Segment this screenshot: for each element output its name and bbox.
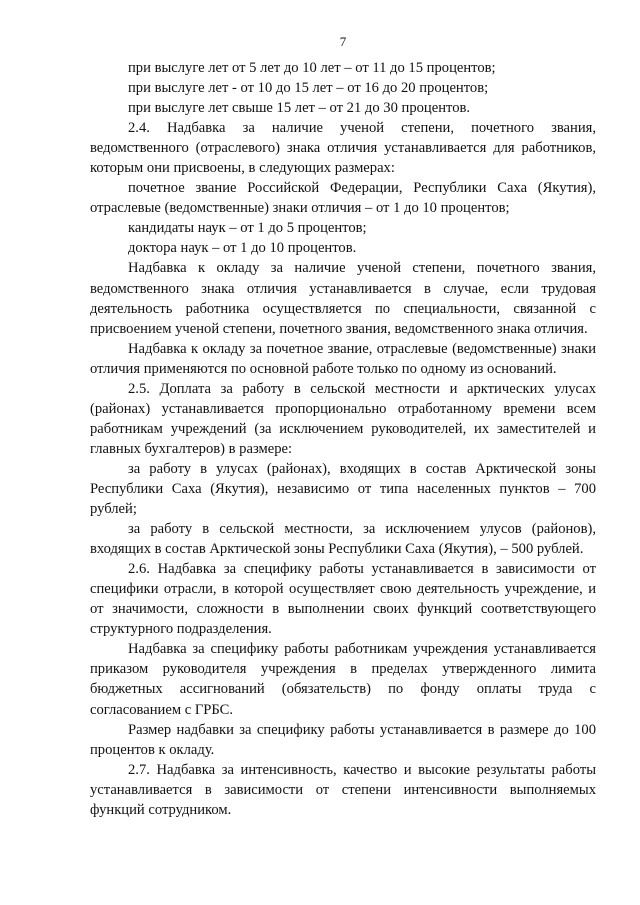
paragraph-section-2-5: 2.5. Доплата за работу в сельской местности и арктических улусах (районах) устанавливается пропорционально отработанному времени всем работникам учреждений (за исключением руководителей, их заместителей и главных бухгалтеров) в размере: [90,380,596,457]
paragraph-honorary-title: почетное звание Российской Федерации, Республики Саха (Якутия), отраслевые (ведомственные) знаки отличия – от 1 до 10 процентов; [90,180,596,217]
paragraph-rural-area: за работу в сельской местности, за исключением улусов (районов), входящих в состав Арктической зоны Республики Саха (Якутия), – 500 рублей. [90,521,596,558]
paragraph-candidates-of-science: кандидаты наук – от 1 до 5 процентов; [128,220,367,237]
paragraph-specificity-size: Размер надбавки за специфику работы устанавливается в размере до 100 процентов к окладу. [90,721,596,758]
paragraph-section-2-7: 2.7. Надбавка за интенсивность, качество и высокие результаты работы устанавливается в зависимости от степени интенсивности выполняемых функций сотрудником. [90,761,596,818]
paragraph-seniority-10-15: при выслуге лет - от 10 до 15 лет – от 16 до 20 процентов; [128,80,489,97]
paragraph-degree-bonus-condition: Надбавка к окладу за наличие ученой степени, почетного звания, ведомственного знака отличия устанавливается в случае, если трудовая деятельность работника осуществляется по специальности, связанной с присвоением ученой степени, почетного звания, ведомственного знака отличия. [90,260,596,337]
page-number: 7 [339,34,347,49]
paragraph-honorary-title-bonus: Надбавка к окладу за почетное звание, отраслевые (ведомственные) знаки отличия применяются по основной работе только по одному из оснований. [90,340,596,377]
paragraph-specificity-order: Надбавка за специфику работы работникам учреждения устанавливается приказом руководителя учреждения в пределах утвержденного лимита бюджетных ассигнований (обязательств) по фонду оплаты труда с согласованием с ГРБС. [90,641,596,718]
document-page [90,34,596,820]
paragraph-section-2-6: 2.6. Надбавка за специфику работы устанавливается в зависимости от специфики отрасли, в которой осуществляет свою деятельность учреждение, и от значимости, сложности в выполнении своих функций соответствующего структурного подразделения. [90,561,596,638]
paragraph-arctic-zone: за работу в улусах (районах), входящих в состав Арктической зоны Республики Саха (Якутия), независимо от типа населенных пунктов – 700 рублей; [90,460,596,518]
paragraph-doctors-of-science: доктора наук – от 1 до 10 процентов. [128,240,357,257]
paragraph-section-2-4: 2.4. Надбавка за наличие ученой степени, почетного звания, ведомственного (отраслевого) знака отличия устанавливается для работников, которым они присвоены, в следующих размерах: [90,120,596,177]
paragraph-seniority-5-10: при выслуге лет от 5 лет до 10 лет – от 11 до 15 процентов; [128,60,496,76]
paragraph-seniority-over-15: при выслуге лет свыше 15 лет – от 21 до 30 процентов. [128,100,471,117]
